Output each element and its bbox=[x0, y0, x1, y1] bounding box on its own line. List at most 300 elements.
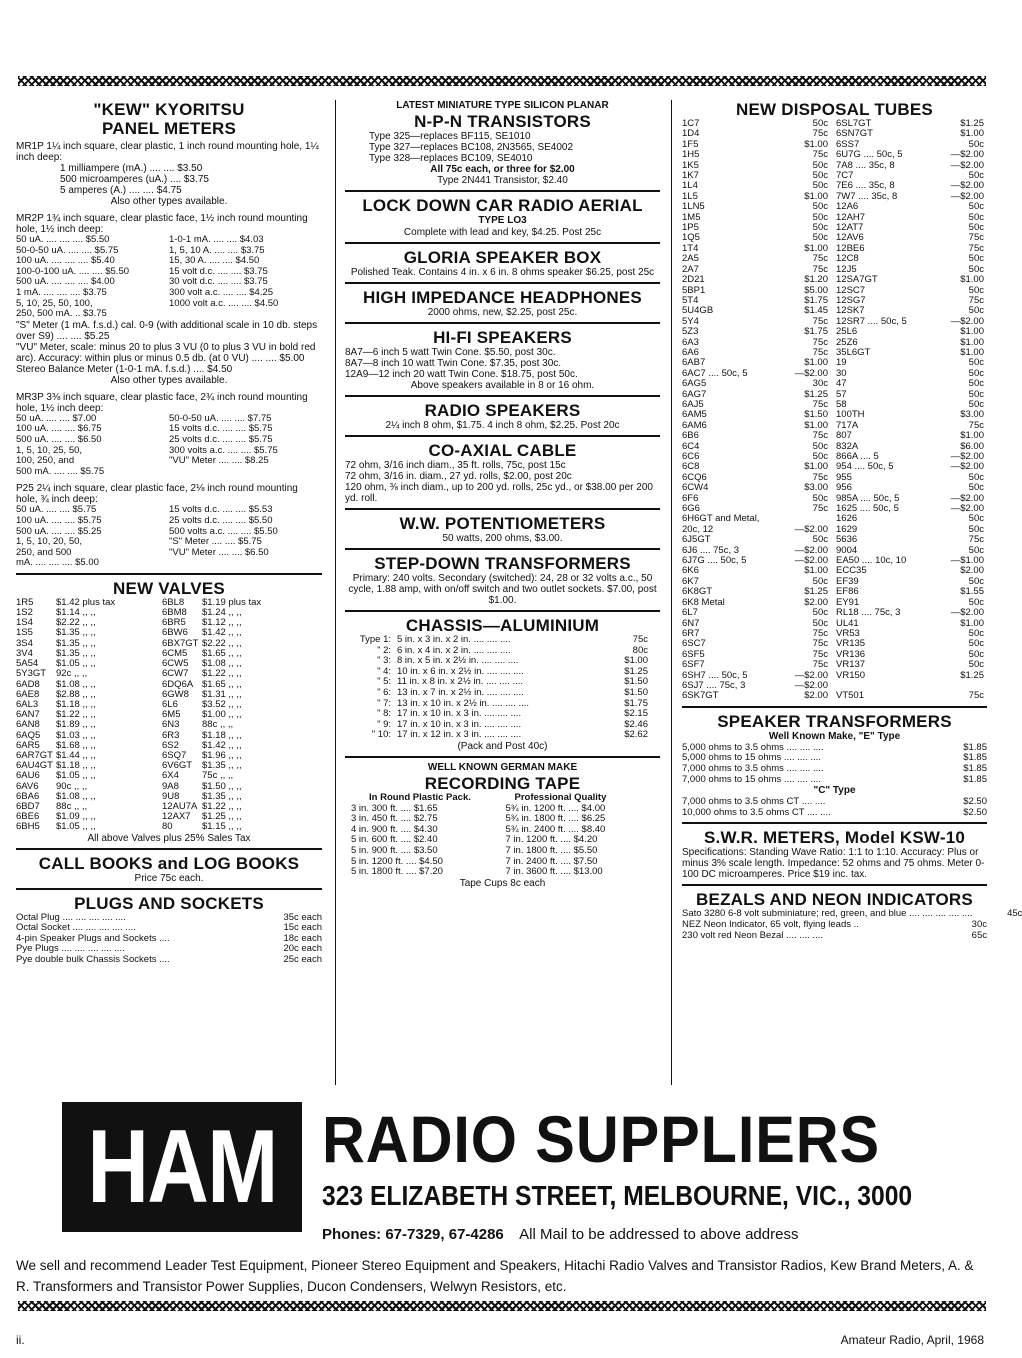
valve-cell: $3.52 ,, ,, bbox=[202, 698, 242, 710]
tube-type: 1H5 bbox=[682, 149, 700, 161]
divider bbox=[16, 888, 322, 890]
tube-price: 75c bbox=[812, 627, 828, 639]
p25-row-cell: 250, and 500 bbox=[16, 546, 72, 558]
mr3p-row-cell: 500 uA. .... .... $6.50 bbox=[16, 433, 102, 445]
tube-price: 50c bbox=[968, 367, 984, 379]
tube-type: 12SC7 bbox=[836, 284, 866, 296]
tube-row bbox=[682, 275, 987, 285]
p25-row-cell: 25 volts d.c. .... .... $5.50 bbox=[169, 514, 273, 526]
spk-e-row-price: $1.85 bbox=[963, 752, 987, 764]
valve-cell: 6M5 bbox=[162, 709, 181, 721]
bezel-row bbox=[682, 920, 987, 931]
tube-type: VR53 bbox=[836, 627, 860, 639]
tube-type: 6K8 Metal bbox=[682, 596, 725, 608]
tube-price: 50c bbox=[812, 222, 828, 234]
divider bbox=[345, 395, 660, 397]
tube-row bbox=[682, 150, 987, 160]
tube-type: EF86 bbox=[836, 586, 859, 598]
tube-row bbox=[682, 442, 987, 452]
tape-pre: WELL KNOWN GERMAN MAKE bbox=[427, 761, 578, 773]
p25-row-cell: 500 uA. .... .... $5.25 bbox=[16, 525, 102, 537]
valve-cell: 6AD8 bbox=[16, 678, 40, 690]
tube-type: 6AM6 bbox=[682, 419, 707, 431]
tube-type: VR137 bbox=[836, 659, 866, 671]
tube-row bbox=[682, 244, 987, 254]
spk-tx-sub-c: "C" Type bbox=[813, 785, 856, 797]
tube-type: 12A6 bbox=[836, 201, 859, 213]
tape-cell: 5¾ in. 1200 ft. .... $4.00 bbox=[505, 802, 606, 814]
tape-row bbox=[345, 867, 660, 878]
mr3p-row-cell: 100, 250, and bbox=[16, 455, 75, 467]
tube-type: 5636 bbox=[836, 534, 858, 546]
chassis-type: Type 1: bbox=[359, 634, 391, 645]
valve-cell: 6BW6 bbox=[162, 627, 188, 639]
chassis-row bbox=[345, 635, 660, 646]
tube-type: 6J6 .... 75c, 3 bbox=[682, 544, 740, 556]
chassis-price: $1.75 bbox=[624, 697, 648, 709]
tube-row bbox=[682, 265, 987, 275]
plugs-title: PLUGS AND SOCKETS bbox=[74, 893, 264, 913]
mr3p-row-cell: "VU" Meter .... .... $8.25 bbox=[169, 455, 269, 467]
vu-meter: "VU" Meter, scale: minus 20 to plus 3 VU (0 to plus 3 VU in bold red arc). Accuracy: within plus or minus 0.5 db. (at 0 VU) .... .... $5.00 bbox=[16, 341, 316, 364]
spk-c-row-price: $2.50 bbox=[963, 806, 987, 818]
valve-cell: 6BX7GT bbox=[162, 637, 199, 649]
plug-row-desc: Pye double bulk Chassis Sockets .... bbox=[16, 953, 170, 965]
tube-row bbox=[682, 129, 987, 139]
tube-type: 5Y4 bbox=[682, 315, 699, 327]
tube-type: 6SL7GT bbox=[836, 118, 872, 129]
valve-cell: $1.35 ,, ,, bbox=[56, 637, 96, 649]
tube-type: 12SG7 bbox=[836, 294, 866, 306]
tape-header-right: Professional Quality bbox=[514, 791, 607, 803]
tape-cell: 5¾ in. 1800 ft. .... $6.25 bbox=[505, 813, 606, 825]
mr1p-desc: MR1P 1¼ inch square, clear plastic, 1 inch round mounting hole, 1¼ inch deep: bbox=[16, 141, 319, 163]
tape-title: RECORDING TAPE bbox=[424, 773, 581, 793]
valve-cell: $1.89 ,, ,, bbox=[56, 719, 96, 731]
tube-price: 50c bbox=[968, 523, 984, 535]
valve-cell: 6BD7 bbox=[16, 800, 40, 812]
tube-type: 6SC7 bbox=[682, 638, 706, 650]
top-border bbox=[18, 76, 986, 86]
tube-type: 9004 bbox=[836, 544, 858, 556]
valve-cell: $1.15 ,, ,, bbox=[202, 821, 242, 833]
tube-price: —$2.00 bbox=[950, 190, 984, 202]
tube-type: 6F6 bbox=[682, 492, 699, 504]
tube-row bbox=[682, 452, 987, 462]
tube-price: 50c bbox=[968, 648, 984, 660]
gloria-title: GLORIA SPEAKER BOX bbox=[403, 248, 602, 267]
tube-type: 5U4GB bbox=[682, 305, 714, 317]
ham-logo-text: HAM bbox=[87, 1109, 277, 1225]
tube-price: $3.00 bbox=[960, 409, 984, 421]
tape-row bbox=[345, 846, 660, 857]
tube-type: 12C8 bbox=[836, 253, 859, 265]
tube-type: 6SN7GT bbox=[836, 128, 873, 140]
tube-row bbox=[682, 390, 987, 400]
tube-type: 1626 bbox=[836, 513, 858, 525]
tube-price: 75c bbox=[812, 253, 828, 265]
npn-line: Type 327—replaces BC108, 2N3565, SE4002 bbox=[369, 142, 574, 153]
valve-cell: 5A54 bbox=[16, 658, 39, 670]
coax-line: 72 ohm, 3/16 inch diam., 35 ft. rolls, 75c, post 15c bbox=[345, 460, 566, 471]
tube-price: 50c bbox=[812, 617, 828, 629]
p25-row-cell: 50 uA. .... .... $5.75 bbox=[16, 504, 97, 516]
tube-price: 50c bbox=[968, 482, 984, 494]
tube-price: 50c bbox=[968, 659, 984, 671]
divider bbox=[345, 322, 660, 324]
bezel-row-price: 30c bbox=[971, 918, 987, 930]
tube-type: 12AV6 bbox=[836, 232, 864, 244]
tube-price: 50c bbox=[968, 222, 984, 234]
tube-type: 12AH7 bbox=[836, 211, 866, 223]
tube-type: 6B6 bbox=[682, 430, 699, 442]
tube-price: 50c bbox=[812, 170, 828, 182]
tube-price: 75c bbox=[968, 232, 984, 244]
npn-extra: Type 2N441 Transistor, $2.40 bbox=[437, 175, 568, 186]
spk-tx-title: SPEAKER TRANSFORMERS bbox=[717, 711, 952, 731]
valve-cell: $1.35 ,, ,, bbox=[56, 627, 96, 639]
contact-line bbox=[322, 1226, 798, 1244]
tube-price: 50c bbox=[968, 138, 984, 150]
valve-cell: $1.18 ,, ,, bbox=[202, 729, 242, 741]
valve-cell: 88c ,, ,, bbox=[56, 800, 88, 812]
valve-cell: $1.35 ,, ,, bbox=[202, 790, 242, 802]
tube-type: ECC35 bbox=[836, 565, 867, 577]
chassis-row bbox=[345, 688, 660, 699]
valve-cell: 6AN7 bbox=[16, 709, 40, 721]
valve-cell: $1.18 ,, ,, bbox=[56, 698, 96, 710]
tape-cell: 5¾ in. 2400 ft. .... $8.40 bbox=[505, 823, 606, 835]
chassis-title: CHASSIS—ALUMINIUM bbox=[405, 616, 600, 635]
tape-cell: 3 in. 300 ft. .... $1.65 bbox=[351, 802, 438, 814]
tube-row bbox=[682, 587, 987, 597]
tube-price: $5.00 bbox=[804, 284, 828, 296]
bottom-border bbox=[18, 1301, 986, 1311]
tube-price: $1.25 bbox=[960, 118, 984, 129]
valve-cell: $1.44 ,, ,, bbox=[56, 749, 96, 761]
valve-cell: 6V6GT bbox=[162, 760, 193, 772]
tube-type: 1M5 bbox=[682, 211, 701, 223]
p25-row-cell: "VU" Meter .... .... $6.50 bbox=[169, 546, 269, 558]
tape-cell: 5 in. 1800 ft. .... $7.20 bbox=[351, 866, 443, 878]
chassis-size: 6 in. x 4 in. x 2 in. .... .... .... bbox=[397, 644, 511, 656]
tube-type: 7W7 .... 35c, 8 bbox=[836, 190, 898, 202]
tube-row bbox=[682, 286, 987, 296]
valve-cell: $1.96 ,, ,, bbox=[202, 749, 242, 761]
mr2p-other: Also other types available. bbox=[110, 374, 228, 386]
column-1 bbox=[16, 100, 322, 969]
tube-price: 50c bbox=[968, 305, 984, 317]
chassis-price: $2.15 bbox=[624, 708, 648, 720]
p25-row-cell: 100 uA. .... .... $5.75 bbox=[16, 514, 102, 526]
valve-row bbox=[16, 771, 322, 781]
valve-cell: 6BL8 bbox=[162, 596, 185, 608]
tube-type: 6U7G .... 50c, 5 bbox=[836, 149, 903, 161]
valve-cell: 6GW8 bbox=[162, 688, 189, 700]
tube-type: 6SF7 bbox=[682, 659, 705, 671]
tube-type: 6J7G .... 50c, 5 bbox=[682, 555, 747, 567]
plug-row-desc: Octal Socket .... .... .... .... .... bbox=[16, 922, 136, 934]
divider bbox=[345, 610, 660, 612]
mr1p-item: 1 milliampere (mA.) .... .... $3.50 bbox=[60, 163, 203, 174]
tape-cell: 4 in. 900 ft. .... $4.30 bbox=[351, 823, 438, 835]
divider bbox=[345, 242, 660, 244]
chassis-size: 10 in. x 6 in. x 2½ in. .... .... .... bbox=[397, 665, 524, 677]
books-section bbox=[16, 854, 322, 884]
tube-type: 6A3 bbox=[682, 336, 699, 348]
tube-row bbox=[682, 619, 987, 629]
coax-line: 72 ohm, 3/16 in. diam., 27 yd. rolls, $2.00, post 20c bbox=[345, 471, 572, 482]
tube-row bbox=[682, 494, 987, 504]
chassis-size: 17 in. x 10 in. x 3 in. .... .... .... bbox=[397, 708, 522, 720]
valve-cell: 6CM5 bbox=[162, 647, 188, 659]
tube-type: 807 bbox=[836, 430, 852, 442]
tube-type: 6K6 bbox=[682, 565, 699, 577]
tube-type: 5Z3 bbox=[682, 326, 699, 338]
chassis-type: " 10: bbox=[371, 729, 391, 741]
tube-price: 50c bbox=[968, 211, 984, 223]
tube-type: 7C7 bbox=[836, 170, 854, 182]
mr2p-row-cell: 1-0-1 mA. .... .... $4.03 bbox=[169, 234, 264, 245]
valve-cell: 6SQ7 bbox=[162, 749, 187, 761]
tube-price: $1.00 bbox=[960, 346, 984, 358]
mr3p-row bbox=[16, 467, 322, 478]
page-number: ii. bbox=[16, 1333, 25, 1347]
tube-price: —$2.00 bbox=[794, 555, 828, 567]
tube-price: 50c bbox=[968, 284, 984, 296]
tube-type: 6AC7 .... 50c, 5 bbox=[682, 367, 748, 379]
spk-tx-section bbox=[682, 712, 987, 819]
headphones-title: HIGH IMPEDANCE HEADPHONES bbox=[363, 288, 642, 307]
tube-price: 75c bbox=[968, 419, 984, 431]
tube-type: 1T4 bbox=[682, 242, 699, 254]
tube-price: —$2.00 bbox=[950, 451, 984, 462]
p25-row-cell: "S" Meter .... .... $5.75 bbox=[169, 536, 262, 548]
tube-price: 50c bbox=[968, 627, 984, 639]
tube-price: $1.25 bbox=[804, 388, 828, 400]
tube-type: 6AB7 bbox=[682, 357, 706, 369]
headphones-section bbox=[345, 288, 660, 318]
plugs-section bbox=[16, 894, 322, 966]
tube-row bbox=[682, 691, 987, 701]
valve-cell: 3S4 bbox=[16, 637, 33, 649]
plug-row-price: 18c each bbox=[283, 932, 322, 944]
spk-c-row-price: $2.50 bbox=[963, 796, 987, 808]
chassis-type: " 9: bbox=[377, 718, 391, 730]
tube-row bbox=[682, 514, 987, 524]
chassis-type: " 5: bbox=[377, 676, 391, 688]
hifi-section bbox=[345, 328, 660, 391]
tube-type: 7A8 .... 35c, 8 bbox=[836, 159, 895, 171]
chassis-price: $2.46 bbox=[624, 718, 648, 730]
tube-type: 6K7 bbox=[682, 575, 699, 587]
tube-price: $1.25 bbox=[960, 669, 984, 681]
tube-price: 75c bbox=[812, 398, 828, 410]
tube-type: 956 bbox=[836, 482, 852, 494]
mr2p-row-cell: 300 volt a.c. .... .... $4.25 bbox=[169, 286, 274, 298]
mr1p-item: 5 amperes (A.) .... .... $4.75 bbox=[60, 185, 182, 196]
tube-price: —$2.00 bbox=[950, 315, 984, 327]
chassis-size: 11 in. x 8 in. x 2½ in. .... .... .... bbox=[397, 676, 524, 688]
tube-row bbox=[682, 202, 987, 212]
mr3p-row-cell: 25 volts d.c. .... .... $5.75 bbox=[169, 433, 273, 445]
valve-cell: $1.65 ,, ,, bbox=[202, 647, 242, 659]
kew-title: "KEW" KYORITSU bbox=[93, 100, 245, 119]
chassis-table bbox=[345, 635, 660, 741]
pots-text: 50 watts, 200 ohms, $3.00. bbox=[442, 533, 563, 544]
tube-type: 5T4 bbox=[682, 294, 699, 306]
tube-price: 50c bbox=[812, 118, 828, 129]
disposal-section bbox=[682, 100, 987, 702]
kew-subtitle: PANEL METERS bbox=[101, 119, 236, 138]
brands-line: We sell and recommend Leader Test Equipment, Pioneer Stereo Equipment and Speakers, Hitachi Radio Valves and Transistor Radios, Kew Brand Meters, A. & R. Transformers and Transistor Power Supplies, Ducon Condensers, Welwyn Resistors, etc. bbox=[16, 1258, 974, 1294]
tube-price: —$2.00 bbox=[794, 679, 828, 691]
tube-type: 2A5 bbox=[682, 253, 699, 265]
tube-price: 75c bbox=[812, 346, 828, 358]
tube-type: 1L5 bbox=[682, 190, 698, 202]
valves-section bbox=[16, 579, 322, 844]
valve-cell: $1.22 ,, ,, bbox=[202, 668, 242, 680]
plug-row-price: 15c each bbox=[283, 922, 322, 934]
valve-cell: 6BH5 bbox=[16, 821, 40, 833]
bezels-title: BEZALS AND NEON INDICATORS bbox=[696, 890, 973, 910]
bezel-row-desc: Sato 3280 6-8 volt subminiature; red, green, and blue .... .... .... .... .... bbox=[682, 908, 973, 920]
tube-type: 12J5 bbox=[836, 263, 857, 275]
tube-type: 12SR7 .... 50c, 5 bbox=[836, 315, 907, 327]
journal-credit: Amateur Radio, April, 1968 bbox=[840, 1333, 984, 1347]
tube-row bbox=[682, 369, 987, 379]
tube-type: 6SF5 bbox=[682, 648, 705, 660]
hifi-line: 8A7—6 inch 5 watt Twin Cone. $5.50, post 30c. bbox=[345, 347, 556, 358]
chassis-type: " 8: bbox=[377, 708, 391, 720]
mr3p-row-cell: 300 volts a.c. .... .... $5.75 bbox=[169, 444, 278, 456]
tube-price: $1.75 bbox=[804, 294, 828, 306]
valve-cell: 6AU4GT bbox=[16, 760, 53, 772]
stepdown-section bbox=[345, 554, 660, 606]
tube-price: 50c bbox=[968, 378, 984, 390]
tube-type: 1D4 bbox=[682, 128, 700, 140]
tube-type: 6AG5 bbox=[682, 378, 707, 390]
mr2p-desc: MR2P 1¾ inch square, clear plastic face, 1½ inch round mounting hole, 1½ inch deep: bbox=[16, 213, 308, 235]
valve-cell: $1.25 ,, ,, bbox=[202, 811, 242, 823]
valve-cell: 92c ,, ,, bbox=[56, 668, 88, 680]
mr2p-row bbox=[16, 288, 322, 299]
tube-price: $1.75 bbox=[804, 326, 828, 338]
chassis-type: " 3: bbox=[377, 655, 391, 667]
tube-type: 6AJ5 bbox=[682, 398, 704, 410]
mr2p-row bbox=[16, 235, 322, 246]
tube-type: 1P5 bbox=[682, 222, 699, 234]
mr2p-row-cell: 1 mA. .... .... .... $3.75 bbox=[16, 286, 107, 298]
valve-cell: $1.22 ,, ,, bbox=[202, 800, 242, 812]
hifi-line: 8A7—8 inch 10 watt Twin Cone. $7.35, post 30c. bbox=[345, 358, 562, 369]
column-divider bbox=[335, 100, 336, 1085]
valve-cell: 6BE6 bbox=[16, 811, 40, 823]
tube-type: 955 bbox=[836, 471, 852, 483]
valve-cell: 1R5 bbox=[16, 596, 34, 608]
stepdown-text: Primary: 240 volts. Secondary (switched): 24, 28 or 32 volts a.c., 50 cycle, 1.88 amp, with on/off switch and two outlet sockets. $7.00, post $1.00. bbox=[348, 573, 657, 606]
tube-row bbox=[682, 566, 987, 576]
mr3p-row-cell: 50 uA. .... .... $7.00 bbox=[16, 412, 97, 424]
tube-type: EF39 bbox=[836, 575, 859, 587]
mr2p-row-cell: 5, 10, 25, 50, 100, bbox=[16, 297, 93, 309]
spk-tx-sub: Well Known Make, "E" Type bbox=[768, 730, 901, 742]
tube-row bbox=[682, 639, 987, 649]
divider bbox=[682, 822, 987, 824]
tube-type: 12AT7 bbox=[836, 222, 864, 234]
mr2p-row-cell: 250, 500 mA. .. $3.75 bbox=[16, 308, 107, 320]
valve-cell: 90c ,, ,, bbox=[56, 780, 88, 792]
tube-type: 954 .... 50c, 5 bbox=[836, 461, 894, 473]
tube-price: $1.00 bbox=[804, 461, 828, 473]
tube-price: $2.00 bbox=[960, 565, 984, 577]
spk-c-table bbox=[682, 797, 987, 818]
spk-e-row-desc: 7,000 ohms to 3.5 ohms .... .... .... bbox=[682, 762, 824, 774]
mr2p-row-cell: 50-0-50 uA. .... .... $5.75 bbox=[16, 244, 119, 256]
chassis-size: 8 in. x 5 in. x 2½ in. .... .... .... bbox=[397, 655, 519, 667]
tube-price: 75c bbox=[812, 659, 828, 671]
books-price: Price 75c each. bbox=[134, 872, 204, 884]
p25-row-cell: 15 volts d.c. .... .... $5.53 bbox=[169, 504, 273, 516]
column-2 bbox=[345, 100, 660, 892]
tube-price: $1.25 bbox=[804, 586, 828, 598]
valve-row bbox=[16, 669, 322, 679]
tube-row bbox=[682, 317, 987, 327]
tube-price: 75c bbox=[812, 648, 828, 660]
valve-cell: 6BA6 bbox=[16, 790, 40, 802]
spk-c-row bbox=[682, 808, 987, 819]
mr3p-row bbox=[16, 435, 322, 446]
valve-cell: 1S4 bbox=[16, 617, 33, 629]
mr2p-row-cell: 50 uA. .... .... .... $5.50 bbox=[16, 234, 110, 245]
valve-cell: 6BM8 bbox=[162, 607, 187, 619]
tube-price: $1.45 bbox=[804, 305, 828, 317]
tube-price: —$2.00 bbox=[950, 492, 984, 504]
tape-cell: 7 in. 2400 ft. .... $7.50 bbox=[505, 855, 598, 867]
tube-row bbox=[682, 327, 987, 337]
tube-row bbox=[682, 140, 987, 150]
tube-type: EA50 .... 10c, 10 bbox=[836, 555, 907, 567]
tube-row bbox=[682, 483, 987, 493]
npn-pre: LATEST MINIATURE TYPE SILICON PLANAR bbox=[396, 100, 609, 111]
tube-type: VR136 bbox=[836, 648, 866, 660]
tube-price: $1.00 bbox=[960, 128, 984, 140]
tube-type: 6R7 bbox=[682, 627, 700, 639]
divider bbox=[345, 548, 660, 550]
tube-row bbox=[682, 608, 987, 618]
valve-row bbox=[16, 720, 322, 730]
valve-cell: $2.88 ,, ,, bbox=[56, 688, 96, 700]
tube-price: $1.20 bbox=[804, 274, 828, 286]
gloria-section bbox=[345, 248, 660, 278]
valve-cell: $1.08 ,, ,, bbox=[202, 658, 242, 670]
tube-type: 1629 bbox=[836, 523, 858, 535]
tube-type: 5BP1 bbox=[682, 284, 706, 296]
npn-section bbox=[345, 100, 660, 186]
tube-price: 50c bbox=[968, 513, 984, 525]
valves-title: NEW VALVES bbox=[113, 578, 225, 598]
plug-row bbox=[16, 955, 322, 966]
tape-cell: 3 in. 450 ft. .... $2.75 bbox=[351, 813, 438, 825]
divider bbox=[682, 884, 987, 886]
spk-e-row-desc: 7,000 ohms to 15 ohms .... .... .... bbox=[682, 773, 821, 785]
plug-row-price: 25c each bbox=[283, 953, 322, 965]
tube-row bbox=[682, 254, 987, 264]
valve-cell: 1S5 bbox=[16, 627, 33, 639]
tube-price: 50c bbox=[968, 201, 984, 213]
coax-title: CO-AXIAL CABLE bbox=[428, 441, 577, 460]
tube-price: 75c bbox=[812, 263, 828, 275]
